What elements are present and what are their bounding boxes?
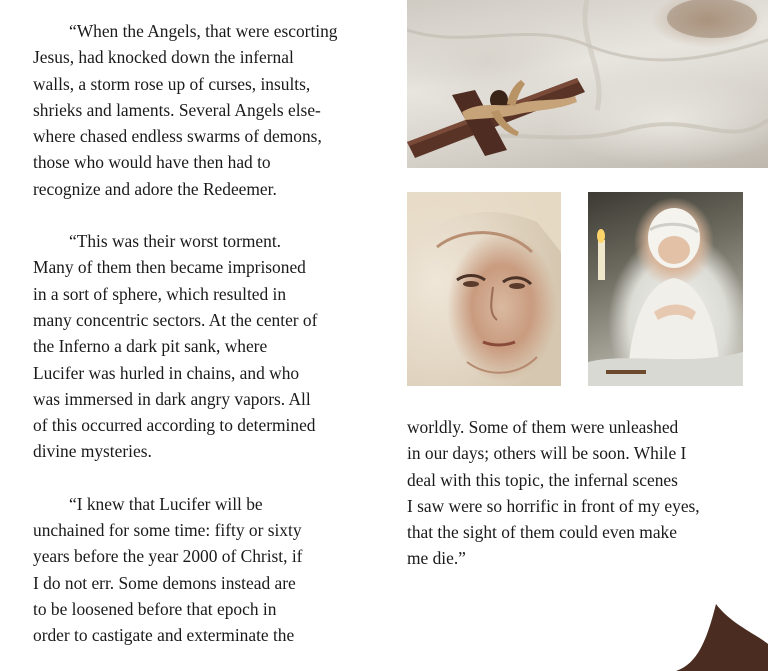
- nun-illustration: [588, 192, 743, 386]
- nun-in-bed-image: [588, 192, 743, 386]
- text-line: the Inferno a dark pit sank, where: [33, 336, 268, 357]
- text-line: Lucifer was hurled in chains, and who: [33, 362, 300, 383]
- text-line: in our days; others will be soon. While I: [407, 443, 687, 464]
- text-line: “When the Angels, that were escorting: [69, 21, 338, 41]
- text-line: recognize and adore the Redeemer.: [33, 178, 277, 199]
- text-line: deal with this topic, the infernal scenes: [407, 469, 678, 490]
- face-painting-image: [407, 192, 561, 386]
- face-illustration: [407, 192, 561, 386]
- text-line: walls, a storm rose up of curses, insults,: [33, 73, 311, 94]
- crucifix-image: [407, 0, 768, 168]
- text-line: Jesus, had knocked down the infernal: [33, 47, 294, 68]
- text-line: where chased endless swarms of demons,: [33, 126, 322, 147]
- text-line: in a sort of sphere, which resulted in: [33, 283, 287, 304]
- left-text-column: [33, 18, 369, 649]
- text-line: to be loosened before that epoch in: [33, 598, 277, 619]
- text-line: unchained for some time: fifty or sixty: [33, 520, 302, 541]
- text-line: worldly. Some of them were unleashed: [407, 417, 679, 437]
- text-line: shrieks and laments. Several Angels else-: [33, 99, 321, 120]
- text-line: that the sight of them could even make: [407, 522, 677, 543]
- paragraph-torment: [33, 228, 369, 465]
- decorative-corner: [676, 604, 768, 671]
- text-line: “I knew that Lucifer will be: [69, 493, 263, 514]
- text-line: of this occurred according to determined: [33, 415, 316, 436]
- text-line: Many of them then became imprisoned: [33, 257, 306, 278]
- text-line: divine mysteries.: [33, 441, 152, 462]
- text-line: I saw were so horrific in front of my eyes,: [407, 495, 700, 516]
- text-line: I do not err. Some demons instead are: [33, 572, 296, 593]
- paragraph-continued: [407, 414, 743, 572]
- paragraph-angels: [33, 18, 369, 202]
- text-line: was immersed in dark angry vapors. All: [33, 388, 311, 409]
- text-line: many concentric sectors. At the center of: [33, 309, 318, 330]
- paragraph-lucifer: [33, 491, 369, 649]
- text-line: years before the year 2000 of Christ, if: [33, 546, 303, 567]
- text-line: “This was their worst torment.: [69, 231, 282, 252]
- text-line: me die.”: [407, 548, 466, 569]
- right-text-column: [407, 414, 743, 572]
- text-line: order to castigate and exterminate the: [33, 625, 295, 646]
- text-line: those who would have then had to: [33, 152, 271, 173]
- crucifix-illustration: [407, 0, 768, 168]
